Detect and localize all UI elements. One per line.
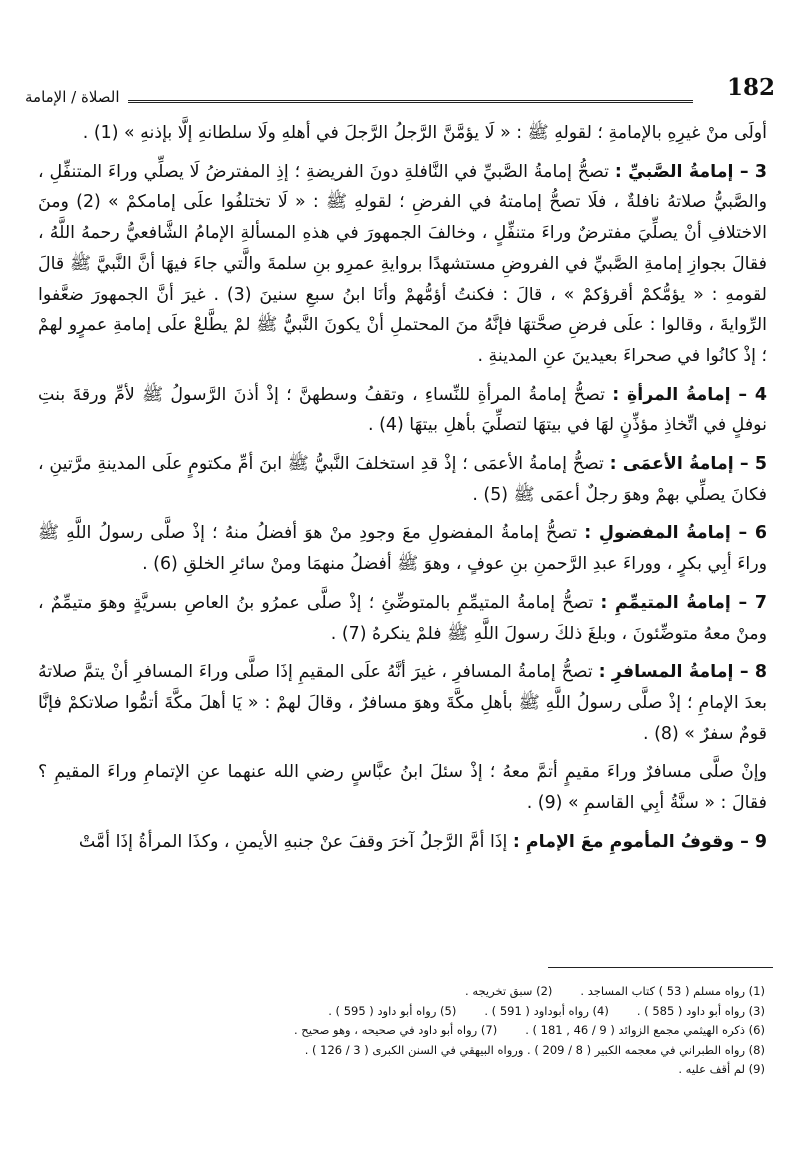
footnote: (3) رواه أبو داود ( 585 ) . <box>636 1003 765 1018</box>
paragraph-text: أولَى منْ غيرِهِ بالإمامةِ ؛ لقولهِ ﷺ : « لَا يؤمَّنَّ الرَّجلُ الرَّجلَ في أهلهِ ولَا سلطانهِ إلَّا بإذنهِ » (1) . <box>82 123 767 143</box>
footnote: (6) ذكره الهيثمي مجمع الزوائد ( 9 / 46 , 181 ) . <box>525 1023 765 1037</box>
footnote-line <box>120 1002 765 1022</box>
paragraph <box>38 757 767 818</box>
page-number: 182 <box>726 74 775 101</box>
paragraph-text: إذَا أمَّ الرَّجلُ آخرَ وقفَ عنْ جنبهِ الأيمنِ ، وكذَا المرأةُ إذَا أمَّتْ <box>78 831 508 852</box>
footnote: (2) سبق تخريجه . <box>465 984 553 998</box>
paragraph-heading: 6 – إمامةُ المفضولِ : <box>584 523 767 544</box>
footnote-line <box>120 1021 765 1041</box>
page-header <box>25 80 693 106</box>
paragraph-text: تصحُّ إمامةُ المفضولِ معَ وجودِ منْ هوَ أفضلُ منهُ ؛ إذْ صلَّى رسولُ اللَّهِ ﷺ وراءَ أبِي بكرٍ ، ووراءَ عبدِ الرَّحمنِ بنِ عوفٍ ، وهوَ ﷺ أفضلُ منهمَا ومنْ سائرِ الخلقِ (6) . <box>38 523 767 575</box>
paragraph-text: وإنْ صلَّى مسافرٌ وراءَ مقيمٍ أتمَّ معهُ ؛ إذْ سئلَ ابنُ عبَّاسٍ رضي الله عنهما عنِ الإتمامِ وراءَ المقيمِ ؟ فقالَ : « سنَّةُ أبِي القاسمِ » (9) . <box>38 762 767 814</box>
footnote: (7) رواه أبو داود في صحيحه ، وهو صحيح . <box>293 1023 498 1037</box>
paragraph-heading: 5 – إمامةُ الأعمَى : <box>609 454 767 475</box>
footnote: (1) رواه مسلم ( 53 ) كتاب المساجد . <box>580 984 765 998</box>
paragraph-text: تصحُّ إمامةُ المسافرِ ، غيرَ أنَّهُ علَى المقيمِ إذَا صلَّى وراءَ المسافرِ أنْ يتمَّ صلاتهُ بعدَ الإمامِ ؛ إذْ صلَّى رسولُ اللَّهِ ﷺ بأهلِ مكَّةَ وهوَ مسافرٌ ، وقالَ لهمْ : « يَا أهلَ مكَّةَ أتمُّوا صلاتكمْ فإنَّا قومٌ سفرٌ » (8) . <box>38 662 767 744</box>
paragraph <box>38 380 767 441</box>
running-title: الصلاة / الإمامة <box>25 88 120 106</box>
footnote-line <box>120 1060 765 1080</box>
footnotes <box>120 982 765 1080</box>
paragraph <box>38 449 767 510</box>
paragraph-heading: 3 – إمامةُ الصَّبيِّ : <box>614 161 768 182</box>
paragraph-text: تصحُّ إمامةُ المتيمِّمِ بالمتوضِّئِ ؛ إذْ صلَّى عمرُو بنُ العاصِ بسريَّةٍ وهوَ متيمِّمٌ ، ومنْ معهُ متوضِّئونَ ، وبلغَ ذلكَ رسولَ اللَّهِ ﷺ فلمْ ينكرهُ (7) . <box>38 592 767 644</box>
paragraph <box>38 157 767 372</box>
paragraph <box>38 518 767 579</box>
paragraph <box>38 588 767 649</box>
paragraph <box>38 657 767 749</box>
footnote-separator <box>548 967 773 968</box>
footnote-line <box>120 1041 765 1061</box>
paragraph-heading: 8 – إمامةُ المسافرِ : <box>598 662 767 683</box>
paragraph-heading: 4 – إمامةُ المرأةِ : <box>612 384 767 405</box>
footnote: (5) رواه أبو داود ( 595 ) . <box>328 1003 457 1018</box>
paragraph <box>38 827 767 858</box>
paragraph <box>38 118 767 149</box>
footnote: (9) لم أقف عليه . <box>678 1062 765 1076</box>
header-rule <box>128 100 693 103</box>
paragraph-heading: 9 – وقوفُ المأمومِ معَ الإمامِ : <box>512 831 767 852</box>
footnote-line <box>120 982 765 1002</box>
paragraph-heading: 7 – إمامةُ المتيمِّمِ : <box>600 592 767 613</box>
footnote: (4) رواه أبوداود ( 591 ) . <box>484 1003 609 1018</box>
footnote: (8) رواه الطبراني في معجمه الكبير ( 8 / 209 ) . ورواه البيهقي في السنن الكبرى ( 3 / 126 ) . <box>304 1042 765 1057</box>
paragraph-text: تصحُّ إمامةُ المرأةِ للنِّساءِ ، وتقفُ وسطهنَّ ؛ إذْ أذنَ الرَّسولُ ﷺ لأمِّ ورقةَ بنتِ نوفلٍ في اتِّخاذِ مؤذِّنٍ لهَا في بيتهَا لتصلِّيَ بأهلِ بيتهَا (4) . <box>38 384 767 436</box>
body-text <box>38 118 767 865</box>
paragraph-text: تصحُّ إمامةُ الأعمَى ؛ إذْ قدِ استخلفَ النَّبيُّ ﷺ ابنَ أمِّ مكتومٍ علَى المدينةِ مرَّتينِ ، فكانَ يصلِّي بهمْ وهوَ رجلٌ أعمَى ﷺ (5) . <box>38 454 767 505</box>
paragraph-text: تصحُّ إمامةُ الصَّبيِّ في النَّافلةِ دونَ الفريضةِ ؛ إذِ المفترضُ لَا يصلِّي وراءَ المتنفِّلِ ، والصَّبيُّ صلاتهُ نافلةٌ ، فلَا تصحُّ إمامتهُ في الفرضِ ؛ لقولهِ ﷺ : « لَا تختلفُوا علَى إمامكمْ » (2) ومنَ الاختلافِ أنْ يصلِّيَ مفترضٌ وراءَ متنفِّلٍ ، وخالفَ الجمهورَ في هذهِ المسألةِ الإمامُ الشَّافعيُّ رحمهُ اللَّهُ ، فقالَ بجوازِ إمامةِ الصَّبيِّ في الفروضِ مستشهدًا بروايةِ عمرِو بنِ سلمةَ والَّتي جاءَ فيهَا أنَّ النَّبيَّ ﷺ قالَ لقومهِ : « يؤمُّكمْ أقرؤكمْ » ، قالَ : فكنتُ أؤمُّهمْ وأنَا ابنُ سبعِ سنينَ (3) . غيرَ أنَّ الجمهورَ ضعَّفوا الرِّوايةَ ، وقالوا : علَى فرضِ صحَّتهَا فإنَّهُ منَ المحتملِ أنْ يكونَ النَّبيُّ ﷺ لمْ يطَّلعْ علَى إمامةِ عمرٍو لهمْ ؛ إذْ كانُوا في صحراءَ بعيدينَ عنِ المدينةِ . <box>38 161 767 366</box>
